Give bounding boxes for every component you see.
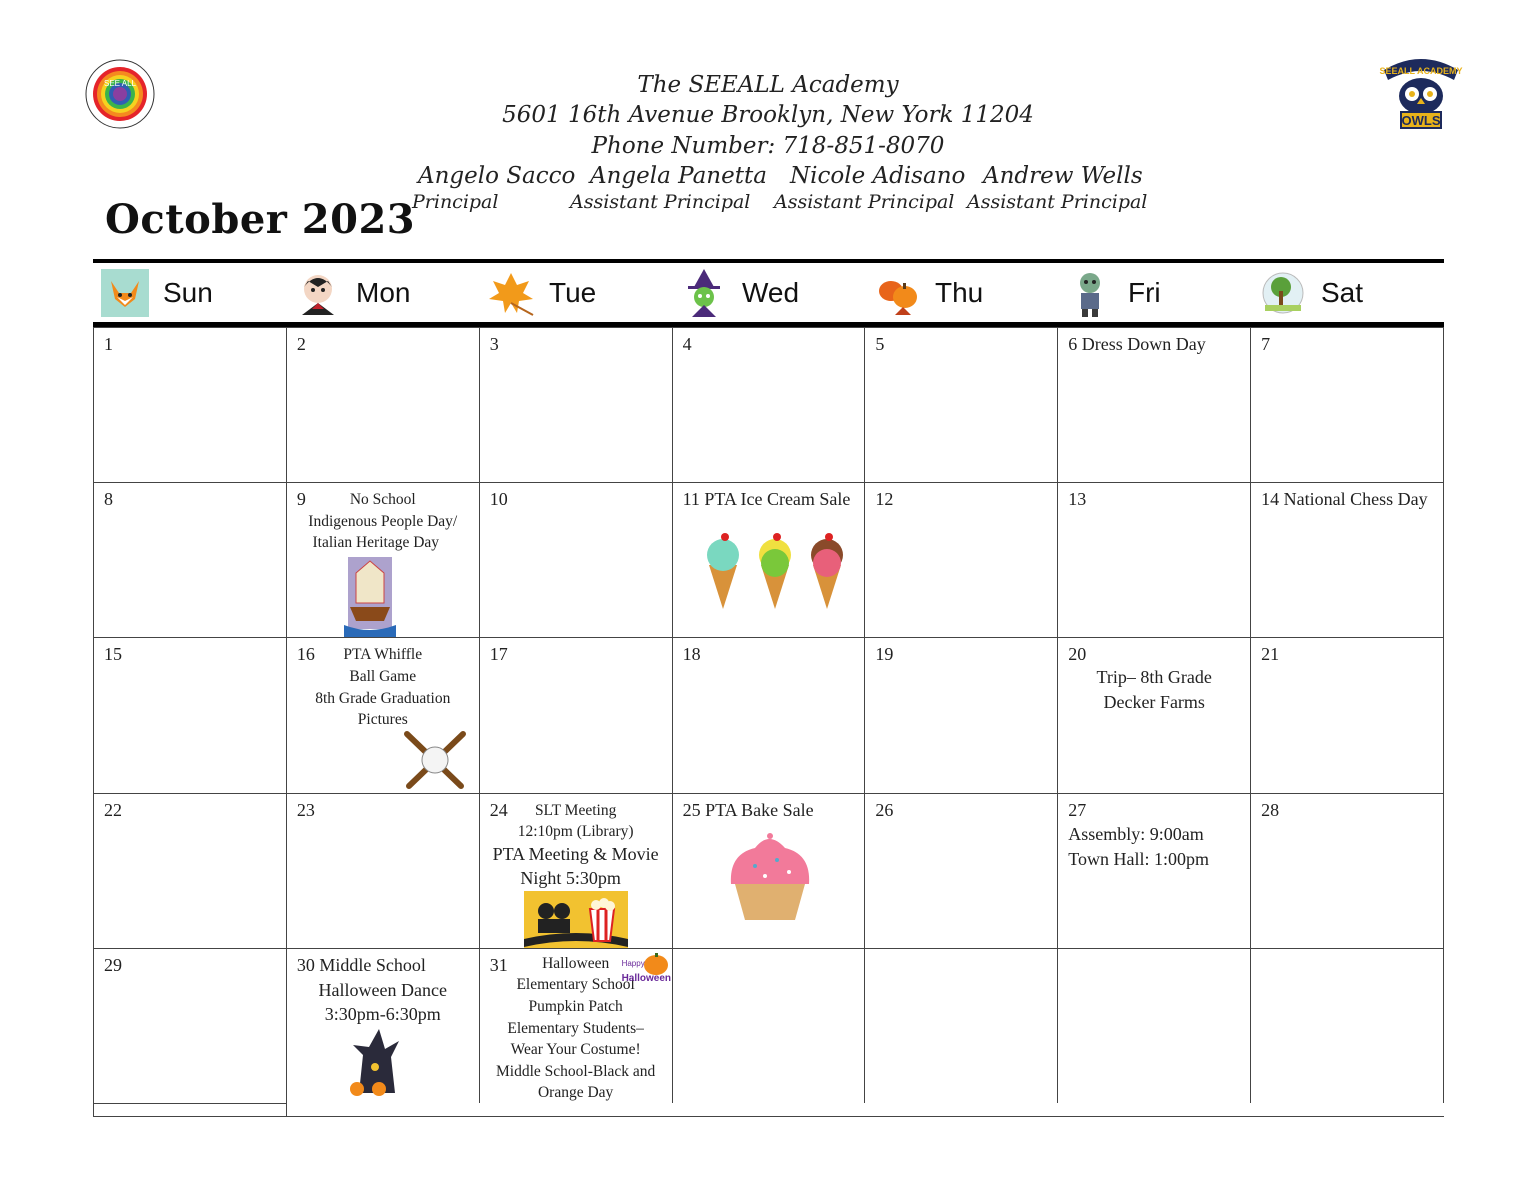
event-line: Pumpkin Patch bbox=[528, 997, 623, 1015]
weekday-label: Sat bbox=[1321, 276, 1364, 308]
day-number: 8 bbox=[104, 489, 113, 510]
staff-name: Angela Panetta bbox=[590, 163, 767, 189]
day-cell[interactable] bbox=[1058, 637, 1251, 792]
weekday-thu bbox=[865, 263, 1058, 322]
day-cell[interactable] bbox=[865, 327, 1058, 482]
day-cell[interactable] bbox=[94, 1103, 287, 1116]
day-cell[interactable] bbox=[94, 793, 287, 948]
event-line: Decker Farms bbox=[1103, 691, 1205, 712]
staff-name: Angelo Sacco bbox=[418, 163, 576, 189]
halloween-sign-line: Halloween bbox=[621, 972, 672, 984]
day-number: 10 bbox=[489, 489, 508, 510]
day-cell[interactable] bbox=[480, 948, 673, 1103]
event-line: Elementary Students– bbox=[507, 1019, 644, 1037]
autumn-leaf-icon bbox=[487, 269, 535, 317]
day-cell[interactable] bbox=[480, 327, 673, 482]
zombie-icon bbox=[1066, 269, 1114, 317]
day-number: 12 bbox=[875, 489, 894, 510]
day-cell[interactable] bbox=[673, 637, 866, 792]
day-cell[interactable] bbox=[1058, 327, 1251, 482]
day-number: 20 bbox=[1068, 644, 1087, 665]
day-cell[interactable] bbox=[865, 482, 1058, 637]
ice-cream-icon bbox=[699, 525, 849, 611]
event-line: Elementary School bbox=[516, 976, 635, 994]
staff-role: Assistant Principal bbox=[774, 191, 955, 213]
calendar-grid bbox=[93, 327, 1444, 1117]
event-text bbox=[287, 646, 479, 729]
day-cell[interactable] bbox=[673, 327, 866, 482]
owls-logo-top-text: SEEALL ACADEMY bbox=[1379, 66, 1463, 76]
weekday-header bbox=[93, 263, 1444, 322]
day-number: 5 bbox=[875, 334, 885, 354]
staff-role: Assistant Principal bbox=[967, 191, 1148, 213]
day-cell[interactable] bbox=[287, 637, 480, 792]
event-line: Trip– 8th Grade bbox=[1096, 667, 1212, 688]
day-number: 2 bbox=[296, 334, 306, 354]
logo-see-text: SEE ALL bbox=[103, 79, 137, 88]
day-cell[interactable] bbox=[673, 948, 866, 1103]
day-number: 24 bbox=[489, 799, 508, 820]
pumpkins-icon bbox=[873, 269, 921, 317]
ship-icon bbox=[342, 553, 398, 637]
day-cell[interactable] bbox=[673, 793, 866, 948]
day-cell[interactable] bbox=[1251, 948, 1444, 1103]
day-number: 3 bbox=[489, 334, 499, 354]
event-line: No School bbox=[349, 491, 416, 509]
cupcake-icon bbox=[725, 826, 815, 922]
day-number: 30 Middle School bbox=[296, 954, 426, 975]
weekday-mon bbox=[286, 263, 479, 322]
day-number: 23 bbox=[296, 799, 315, 820]
day-cell[interactable] bbox=[480, 793, 673, 948]
fox-icon bbox=[101, 269, 149, 317]
day-cell[interactable] bbox=[865, 793, 1058, 948]
halloween-sign-line: Happy bbox=[621, 958, 645, 968]
event-line: 3:30pm-6:30pm bbox=[324, 1004, 441, 1025]
baseball-bats-icon bbox=[403, 730, 467, 790]
day-cell[interactable] bbox=[94, 637, 287, 792]
event-line: Halloween bbox=[542, 954, 610, 972]
day-number: 29 bbox=[104, 954, 122, 975]
day-cell[interactable] bbox=[287, 948, 480, 1103]
haunted-house-icon bbox=[339, 1027, 415, 1097]
weekday-tue bbox=[479, 263, 672, 322]
day-cell[interactable] bbox=[94, 327, 287, 482]
day-cell[interactable] bbox=[1058, 482, 1251, 637]
day-cell[interactable] bbox=[480, 637, 673, 792]
day-number: 18 bbox=[682, 644, 701, 665]
day-number: 26 bbox=[875, 799, 894, 820]
weekday-wed bbox=[672, 263, 865, 322]
day-cell[interactable] bbox=[673, 482, 866, 637]
weekday-fri bbox=[1058, 263, 1251, 322]
weekday-label: Tue bbox=[549, 276, 597, 308]
event-line: Ball Game bbox=[349, 667, 417, 685]
event-line: Night 5:30pm bbox=[520, 868, 621, 889]
event-line: Pictures bbox=[357, 711, 408, 729]
day-cell[interactable] bbox=[865, 637, 1058, 792]
happy-halloween-icon bbox=[622, 953, 670, 989]
day-cell[interactable] bbox=[865, 948, 1058, 1103]
event-line: Italian Heritage Day bbox=[312, 534, 440, 552]
event-line: Indigenous People Day/ bbox=[308, 512, 458, 530]
school-address: 5601 16th Avenue Brooklyn, New York 11204 bbox=[502, 102, 1034, 128]
day-number: 16 bbox=[296, 644, 315, 665]
day-number: 14 National Chess Day bbox=[1261, 489, 1428, 510]
day-cell[interactable] bbox=[1251, 793, 1444, 948]
day-number: 22 bbox=[104, 799, 122, 820]
event-line: SLT Meeting bbox=[534, 801, 617, 819]
day-number: 1 bbox=[104, 334, 113, 354]
staff-role: Assistant Principal bbox=[570, 191, 751, 213]
event-line: 12:10pm (Library) bbox=[517, 823, 634, 841]
event-line: Orange Day bbox=[537, 1084, 614, 1102]
school-phone: Phone Number: 718-851-8070 bbox=[591, 133, 945, 159]
day-number: 4 bbox=[682, 334, 692, 354]
event-line: Assembly: 9:00am bbox=[1068, 824, 1204, 845]
weekday-label: Thu bbox=[935, 276, 984, 308]
day-cell[interactable] bbox=[1251, 482, 1444, 637]
staff-name: Andrew Wells bbox=[983, 163, 1143, 189]
day-cell[interactable] bbox=[1058, 948, 1251, 1103]
staff-ap-1 bbox=[570, 163, 767, 213]
day-number: 11 PTA Ice Cream Sale bbox=[682, 489, 851, 510]
day-number: 25 PTA Bake Sale bbox=[682, 799, 814, 820]
vampire-icon bbox=[294, 269, 342, 317]
event-text bbox=[1058, 667, 1250, 713]
day-cell[interactable] bbox=[1058, 793, 1251, 948]
witch-icon bbox=[680, 269, 728, 317]
day-number: 17 bbox=[489, 644, 508, 665]
weekday-label: Mon bbox=[356, 276, 411, 308]
staff-role: Principal bbox=[412, 191, 499, 213]
staff-name: Nicole Adisano bbox=[790, 163, 966, 189]
month-title: October 2023 bbox=[105, 196, 416, 243]
event-line: Halloween Dance bbox=[318, 979, 447, 1000]
day-cell[interactable] bbox=[287, 482, 480, 637]
event-text bbox=[287, 980, 479, 1026]
day-number: 13 bbox=[1068, 489, 1087, 510]
weekday-label: Wed bbox=[742, 276, 800, 308]
day-number: 7 bbox=[1261, 334, 1271, 354]
event-line: PTA Whiffle bbox=[343, 646, 423, 664]
day-cell[interactable] bbox=[480, 482, 673, 637]
day-cell[interactable] bbox=[287, 327, 480, 482]
event-line: Wear Your Costume! bbox=[510, 1041, 641, 1059]
event-line: PTA Meeting & Movie bbox=[492, 843, 659, 864]
weekday-label: Sun bbox=[163, 276, 213, 308]
weekday-label: Fri bbox=[1128, 276, 1161, 308]
event-line: Town Hall: 1:00pm bbox=[1068, 848, 1210, 869]
staff-ap-3 bbox=[967, 163, 1147, 213]
day-number: 19 bbox=[875, 644, 894, 665]
event-text bbox=[287, 491, 479, 553]
day-cell[interactable] bbox=[1251, 637, 1444, 792]
day-number: 6 Dress Down Day bbox=[1068, 334, 1206, 354]
event-text bbox=[480, 799, 672, 890]
day-cell[interactable] bbox=[94, 482, 287, 637]
day-number: 15 bbox=[104, 644, 122, 665]
day-cell[interactable] bbox=[287, 793, 480, 948]
day-number: 28 bbox=[1261, 799, 1280, 820]
day-number: 21 bbox=[1261, 644, 1280, 665]
owls-logo-bottom-text: OWLS bbox=[1401, 113, 1441, 128]
event-text bbox=[1068, 824, 1240, 870]
day-cell[interactable] bbox=[1251, 327, 1444, 482]
day-cell[interactable] bbox=[94, 948, 287, 1103]
event-line: Middle School-Black and bbox=[495, 1062, 656, 1080]
day-number: 27 bbox=[1068, 799, 1087, 820]
weekday-sat bbox=[1251, 263, 1444, 322]
weekday-sun bbox=[93, 263, 286, 322]
movie-night-icon bbox=[524, 891, 628, 948]
event-line: 8th Grade Graduation bbox=[315, 689, 451, 707]
day-number: 31 bbox=[489, 954, 508, 975]
staff-ap-2 bbox=[774, 163, 965, 213]
staff-principal bbox=[412, 163, 575, 213]
day-number: 9 bbox=[296, 489, 306, 510]
school-name: The SEEALL Academy bbox=[637, 72, 899, 98]
tree-globe-icon bbox=[1259, 269, 1307, 317]
